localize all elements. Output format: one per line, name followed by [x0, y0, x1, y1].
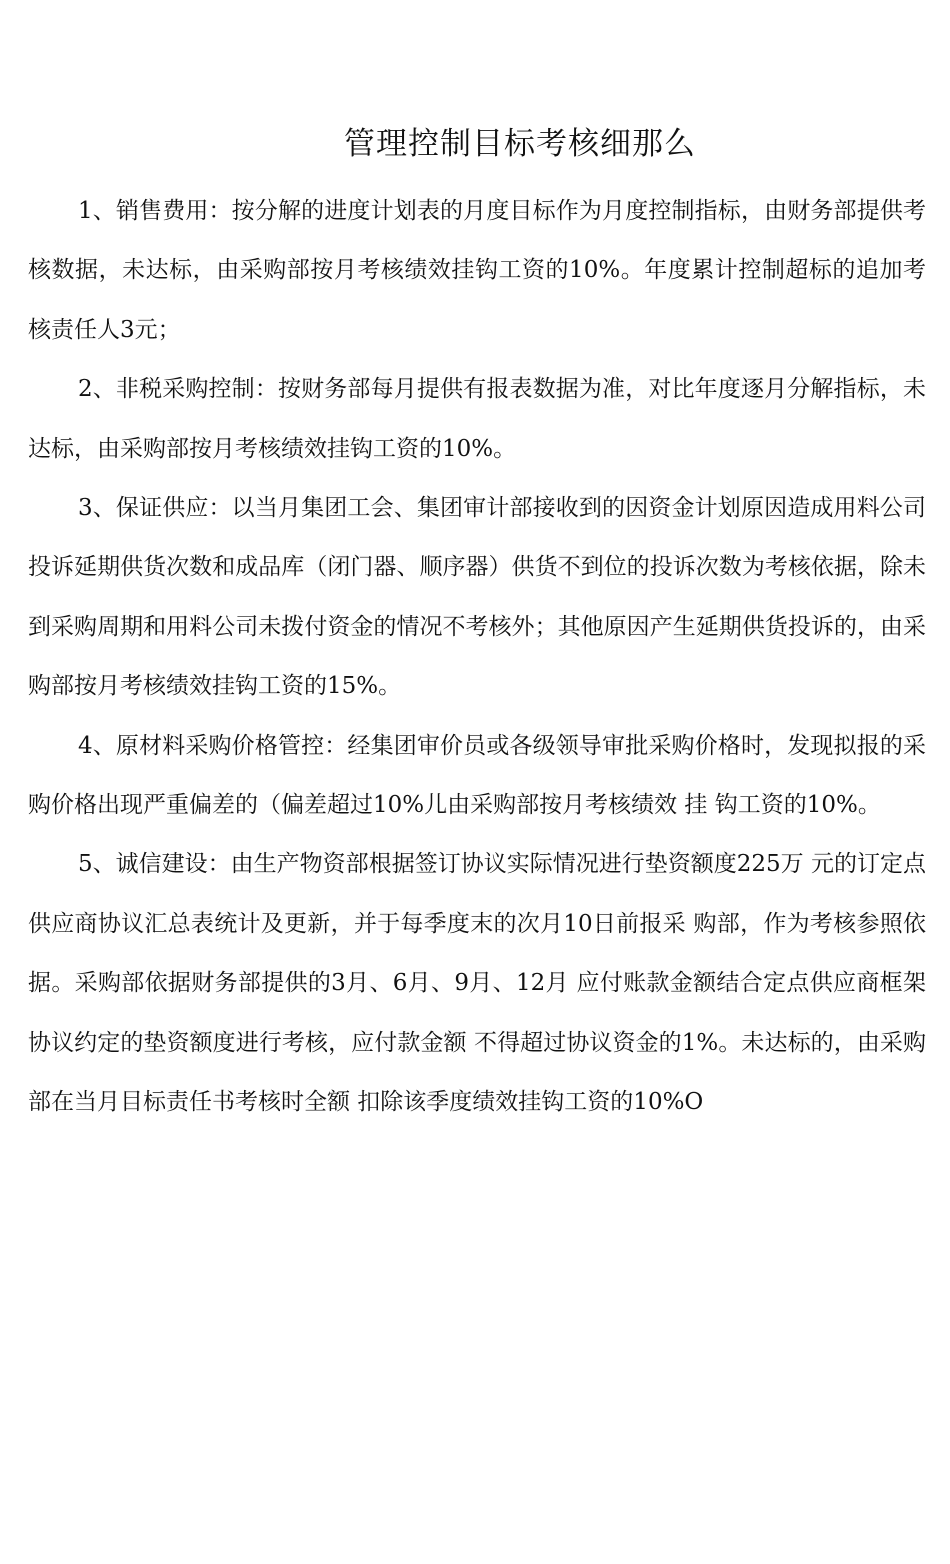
document-body — [28, 182, 926, 1133]
paragraph-supply-guarantee: 3、保证供应：以当月集团工会、集团审计部接收到的因资金计划原因造成用料公司投诉延期供货次数和成品库（闭门器、顺序器）供货不到位的投诉次数为考核依据，除未到采购周期和用料公司未拨付资金的情况不考核外；其他原因产生延期供货投诉的，由采购部按月考核绩效挂钩工资的15%。 — [28, 495, 926, 700]
paragraph-non-tax-procurement: 2、非税采购控制：按财务部每月提供有报表数据为准，对比年度逐月分解指标，未达标，由采购部按月考核绩效挂钩工资的10%。 — [28, 376, 926, 462]
document-title: 管理控制目标考核细那么 — [344, 126, 696, 162]
paragraph-integrity-building: 5、诚信建设：由生产物资部根据签订协议实际情况进行垫资额度225万 元的订定点供应商协议汇总表统计及更新，并于每季度末的次月10日前报采 购部，作为考核参照依据。采购部依据财务部提供的3月、6月、9月、12月 应付账款金额结合定点供应商框架协议约定的垫资额度进行考核，应付款金额 不得超过协议资金的1%。未达标的，由采购部在当月目标责任书考核时全额 扣除该季度绩效挂钩工资的10%O — [28, 851, 926, 1116]
paragraph-price-control: 4、原材料采购价格管控：经集团审价员或各级领导审批采购价格时，发现拟报的采购价格出现严重偏差的（偏差超过10%儿由采购部按月考核绩效 挂 钩工资的10%。 — [28, 732, 926, 819]
paragraph-sales-expense: 1、销售费用：按分解的进度计划表的月度目标作为月度控制指标，由财务部提供考核数据，未达标，由采购部按月考核绩效挂钩工资的10%。年度累计控制超标的追加考核责任人3元； — [28, 198, 926, 343]
